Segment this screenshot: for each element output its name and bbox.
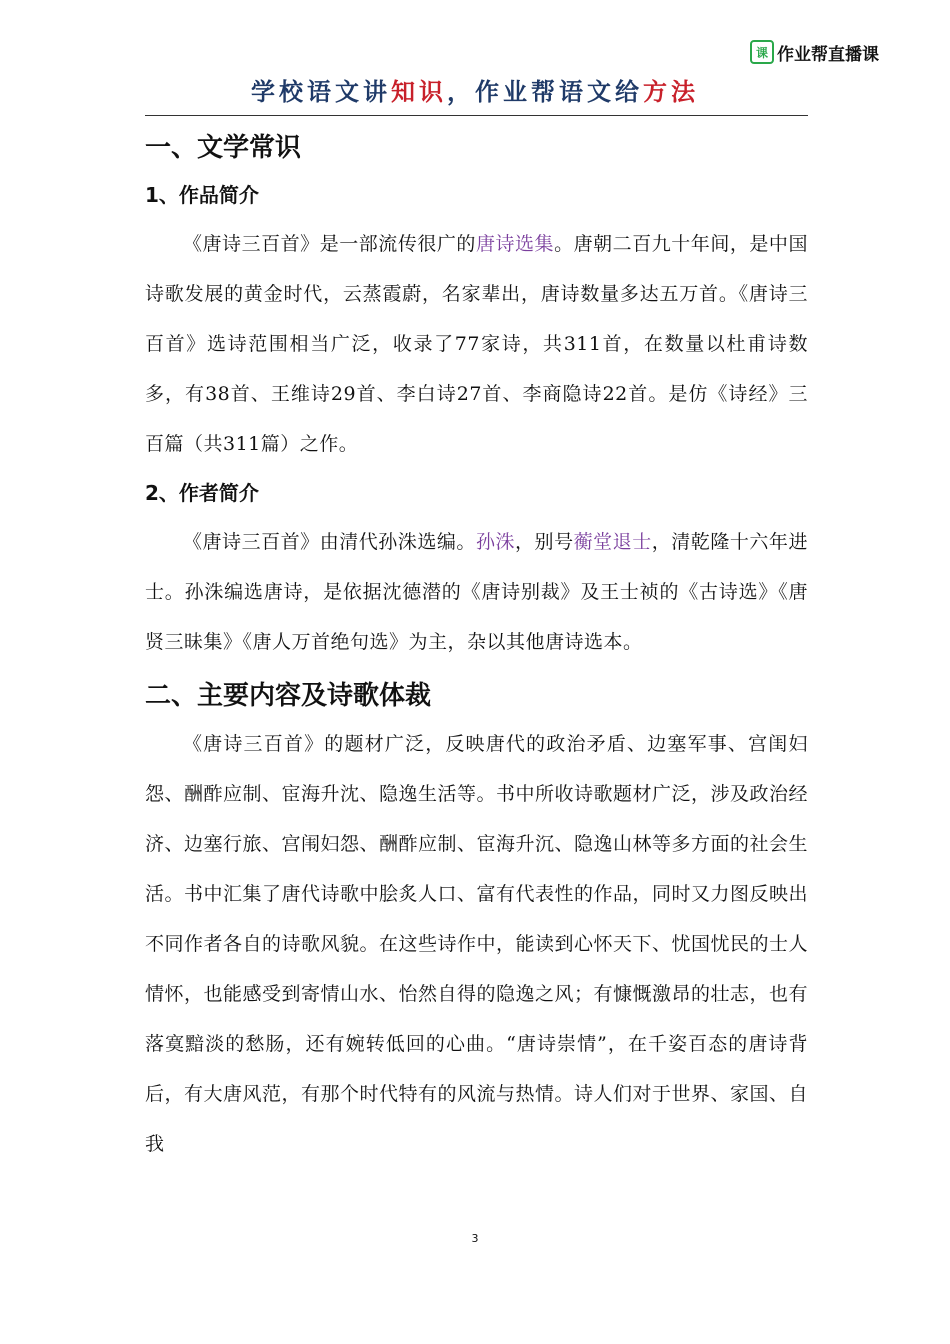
section-1-title: 一、文学常识 <box>145 133 302 163</box>
tang-anthology-link[interactable]: 唐诗选集 <box>475 233 555 255</box>
brand-logo <box>750 38 879 66</box>
subsection-1-title: 1、作品简介 <box>145 183 259 207</box>
author-intro-text-b: ，别号 <box>515 531 574 553</box>
content-paragraph: 《唐诗三百首》的题材广泛，反映唐代的政治矛盾、边塞军事、宫闺妇怨、酬酢应制、宦海升沈、隐逸生活等。书中所收诗歌题材广泛，涉及政治经济、边塞行旅、宫闱妇怨、酬酢应制、宦海升沉、隐逸山林等多方面的社会生活。书中汇集了唐代诗歌中脍炙人口、富有代表性的作品，同时又力图反映出不同作者各自的诗歌风貌。在这些诗作中，能读到心怀天下、忧国忧民的士人情怀，也能感受到寄情山水、怡然自得的隐逸之风；有慷慨激昂的壮志，也有落寞黯淡的愁肠，还有婉转低回的心曲。“唐诗崇情”，在千姿百态的唐诗背后，有大唐风范，有那个时代特有的风流与热情。诗人们对于世界、家国、自我 <box>145 733 809 1155</box>
header-slogan <box>0 72 950 107</box>
hengtang-tuishi-link[interactable]: 蘅堂退士 <box>573 531 652 553</box>
section-2-title: 二、主要内容及诗歌体裁 <box>145 681 432 711</box>
work-intro-paragraph <box>145 219 808 469</box>
brand-name: 作业帮直播课 <box>777 44 879 65</box>
subsection-2-title: 2、作者简介 <box>145 481 259 505</box>
header-divider <box>145 115 808 116</box>
author-intro-paragraph <box>145 517 808 667</box>
slogan-part-2: ，作业帮语文给 <box>447 77 643 106</box>
document-body <box>145 125 808 1169</box>
work-intro-text-a: 《唐诗三百首》是一部流传很广的 <box>183 233 476 255</box>
brand-badge-icon: 课 <box>750 40 774 64</box>
slogan-highlight-2: 方法 <box>643 77 699 106</box>
work-intro-text-b: 。唐朝二百九十年间，是中国诗歌发展的黄金时代，云蒸霞蔚，名家辈出，唐诗数量多达五万首。《唐诗三百首》选诗范围相当广泛，收录了77家诗，共311首，在数量以杜甫诗数多，有38首、王维诗29首、李白诗27首、李商隐诗22首。是仿《诗经》三百篇（共311篇）之作。 <box>145 233 808 455</box>
sun-zhu-link[interactable]: 孙洙 <box>475 531 516 553</box>
author-intro-text-c: ，清乾隆十六年进士。孙洙编选唐诗，是依据沈德潜的《唐诗别裁》及王士祯的《古诗选》《唐贤三昧集》《唐人万首绝句选》为主，杂以其他唐诗选本。 <box>145 531 808 653</box>
slogan-part-1: 学校语文讲 <box>251 77 391 106</box>
slogan-highlight-1: 知识 <box>391 77 447 106</box>
page-number: 3 <box>471 1232 479 1245</box>
author-intro-text-a: 《唐诗三百首》由清代孙洙选编。 <box>183 531 476 553</box>
